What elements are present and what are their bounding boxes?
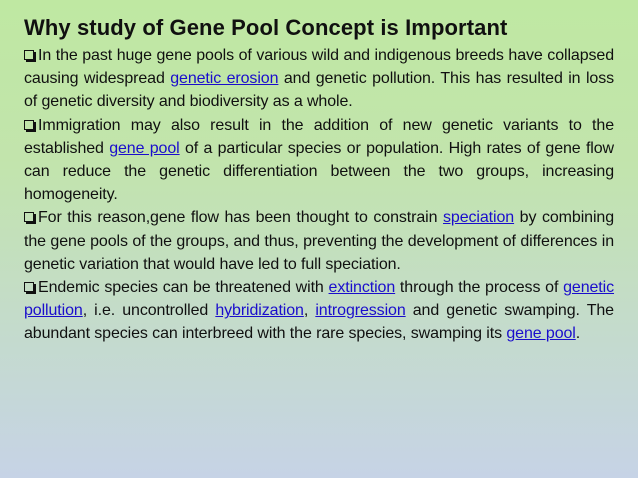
link-speciation[interactable]: speciation <box>443 209 515 227</box>
bullet-text: Immigration may also result in the addition of new genetic variants to the established <box>24 116 614 157</box>
link-extinction[interactable]: extinction <box>328 279 396 297</box>
bullet-text: In the past huge gene pools of various wild and indigenous breeds have collapsed causing widespread <box>24 47 614 88</box>
checkbox-bullet-icon <box>24 282 34 292</box>
link-genetic-pollution[interactable]: genetic pollution <box>24 279 615 320</box>
slide-title: Why study of Gene Pool Concept is Important <box>24 15 508 40</box>
link-gene-pool[interactable]: gene pool <box>506 325 576 343</box>
checkbox-bullet-icon <box>24 212 34 222</box>
link-hybridization[interactable]: hybridization <box>215 302 304 320</box>
checkbox-bullet-icon <box>24 50 34 60</box>
bullet-paragraph-2 <box>24 114 614 207</box>
bullet-text: by combining the gene pools of the groups, and thus, preventing the development of differences in genetic variation that would have led to full speciation. <box>24 209 614 273</box>
bullet-text: of a particular species or population. High rates of gene flow can reduce the genetic differentiation between the two groups, increasing homogeneity. <box>24 139 614 204</box>
bullet-text: . <box>575 325 581 343</box>
bullet-paragraph-3 <box>24 206 614 276</box>
link-gene-pool[interactable]: gene pool <box>109 139 180 157</box>
bullet-text: and genetic swamping. The abundant species can interbreed with the rare species, swamping its <box>24 302 614 343</box>
checkbox-bullet-icon <box>24 120 34 130</box>
link-genetic-erosion[interactable]: genetic erosion <box>170 70 279 88</box>
bullet-text: through the process of <box>395 279 564 297</box>
link-introgression[interactable]: introgression <box>315 302 406 320</box>
bullet-text: Endemic species can be threatened with <box>38 279 329 297</box>
bullet-text: and genetic pollution. This has resulted in loss of genetic diversity and biodiversity as a whole. <box>24 70 614 111</box>
bullet-paragraph-4 <box>24 276 614 346</box>
bullet-text: , <box>303 302 316 320</box>
bullet-text: For this reason,gene flow has been thought to constrain <box>38 209 444 227</box>
bullet-text: , i.e. uncontrolled <box>82 302 216 320</box>
bullet-paragraph-1 <box>24 44 614 114</box>
